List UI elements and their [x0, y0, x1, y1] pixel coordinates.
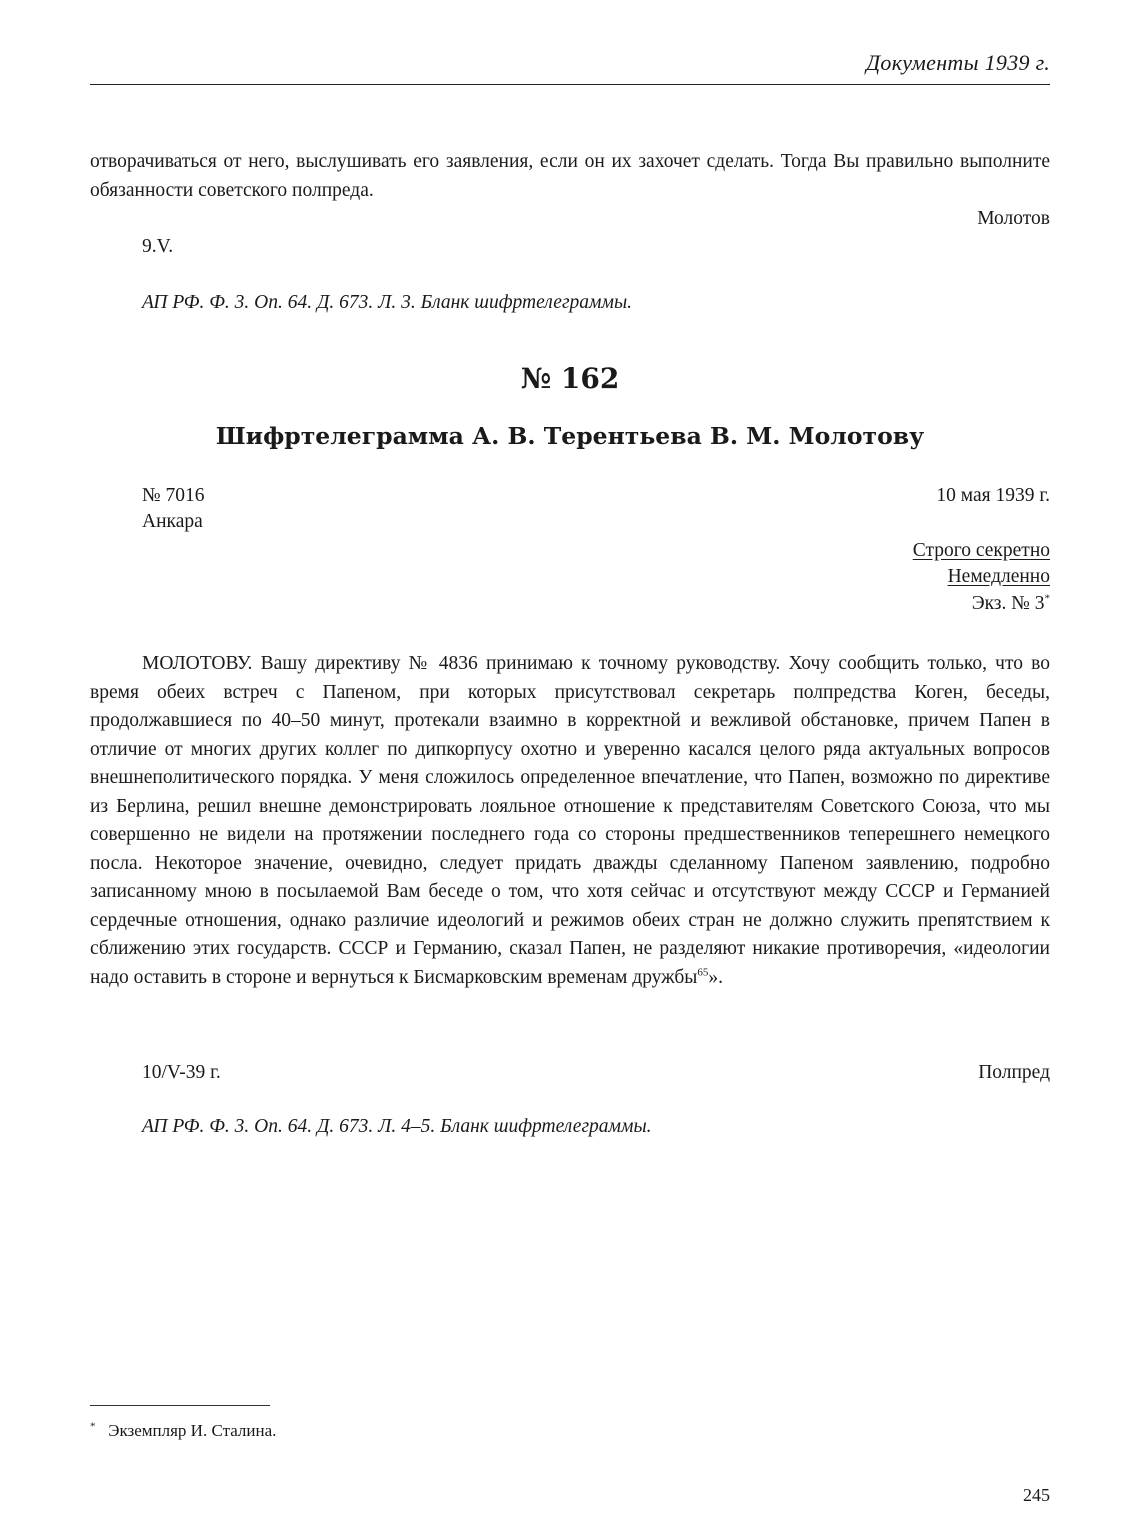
endnote-ref: 65	[697, 966, 709, 978]
document-number: № 162	[520, 362, 620, 395]
archive-source-1: АП РФ. Ф. 3. Оп. 64. Д. 673. Л. 3. Бланк шифртелеграммы.	[142, 292, 633, 313]
telegram-body-end: ».	[708, 966, 724, 988]
signer: Полпред	[978, 1062, 1050, 1083]
telegram-date: 10 мая 1939 г.	[936, 485, 1050, 506]
document-title: Шифртелеграмма А. В. Терентьева В. М. Молотову	[215, 422, 925, 450]
urgency-mark: Немедленно	[947, 566, 1050, 587]
continuation-paragraph: отворачиваться от него, выслушивать его заявления, если он их захочет сделать. Тогда Вы правильно выполните обязанности советского полпреда.	[90, 151, 1050, 201]
copy-number-text: Экз. № 3	[971, 593, 1045, 614]
telegram-place: Анкара	[142, 511, 203, 532]
secrecy-mark: Строго секретно	[912, 540, 1050, 561]
copy-footnote-mark: *	[1044, 592, 1050, 605]
telegram-number: № 7016	[142, 485, 205, 506]
running-header: Документы 1939 г.	[866, 50, 1050, 75]
footnote-rule	[90, 1405, 270, 1406]
archive-source-2: АП РФ. Ф. 3. Оп. 64. Д. 673. Л. 4–5. Бланк шифртелеграммы.	[142, 1116, 652, 1137]
footnote	[90, 1421, 276, 1441]
signature-molotov: Молотов	[977, 208, 1050, 229]
footnote-mark: *	[90, 1420, 96, 1433]
page-number: 245	[1023, 1485, 1050, 1505]
sign-date: 10/V-39 г.	[142, 1062, 221, 1083]
copy-number	[972, 593, 1050, 615]
continuation-date: 9.V.	[142, 236, 174, 257]
header-rule	[90, 84, 1050, 85]
telegram-body	[90, 650, 1050, 992]
footnote-text: Экземпляр И. Сталина.	[108, 1421, 277, 1440]
telegram-body-text: МОЛОТОВУ. Вашу директиву № 4836 принимаю к точному руководству. Хочу сообщить только, что во время обеих встреч с Папеном, при которых присутствовал секретарь полпредства Коген, беседы, продолжавшиеся по 40–50 минут, протекали взаимно в корректной и вежливой обстановке, причем Папен в отличие от многих других коллег по дипкорпусу охотно и уверенно касался целого ряда актуальных вопросов внешнеполитического порядка. У меня сложилось определенное впечатление, что Папен, возможно по директиве из Берлина, решил внешне демонстрировать лояльное отношение к представителям Советского Союза, что мы совершенно не видели на протяжении последнего года со стороны предшественников теперешнего немецкого посла. Некоторое значение, очевидно, следует придать дважды сделанному Папеном заявлению, подробно записанному мною в посылаемой Вам беседе о том, что хотя сейчас и отсутствуют между СССР и Германией сердечные отношения, однако различие идеологий и режимов обеих стран не должно служить препятствием к сближению этих государств. СССР и Германию, сказал Папен, не разделяют никакие противоречия, «идеологии надо оставить в стороне и вернуться к Бисмарковским временам дружбы	[90, 653, 1050, 988]
